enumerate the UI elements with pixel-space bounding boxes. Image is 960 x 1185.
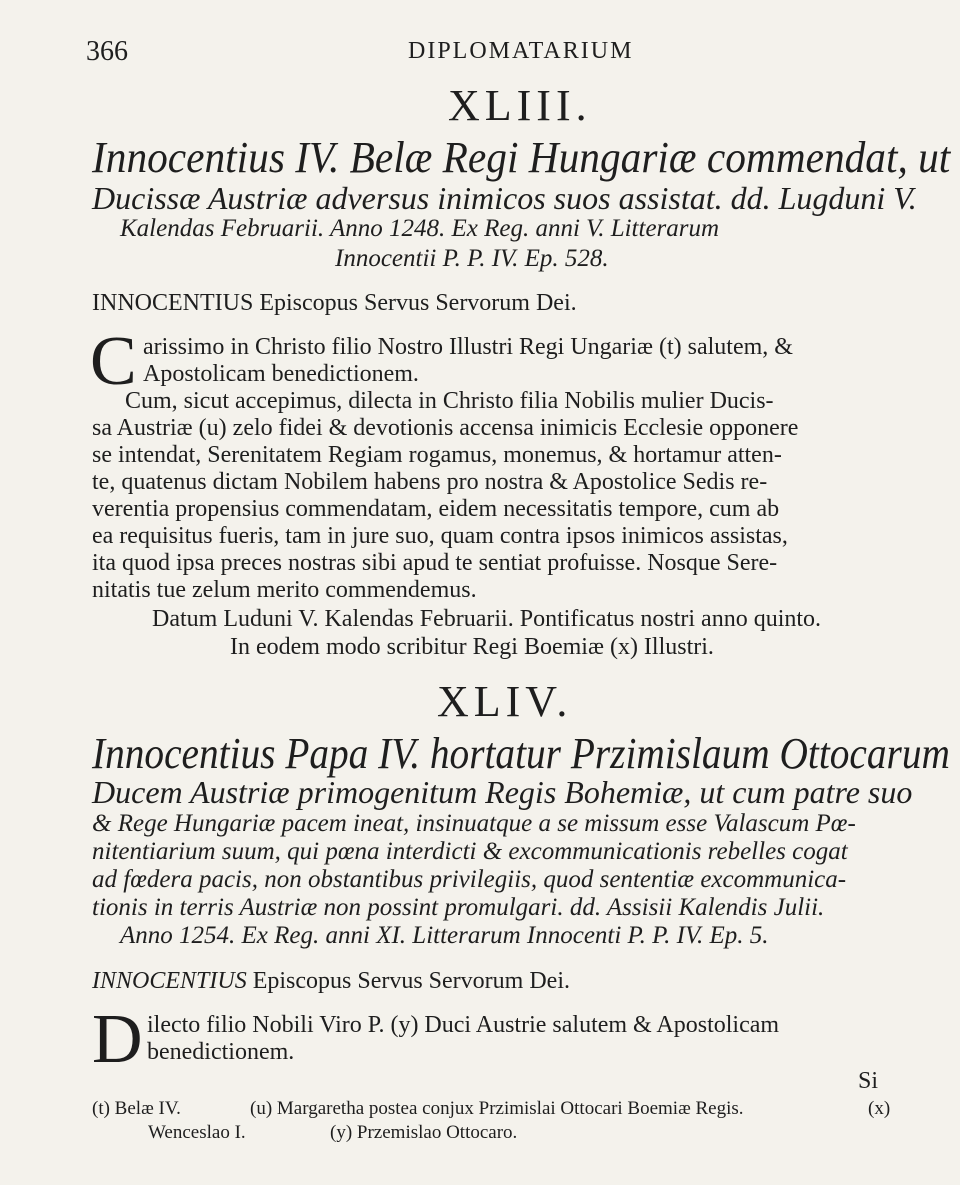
footnote-x-marker: (x): [868, 1098, 891, 1119]
dating-clause: Datum Luduni V. Kalendas Februarii. Pontificatus nostri anno quinto.: [152, 606, 822, 632]
text-line: arissimo in Christo filio Nostro Illustri Regi Ungariæ (t) salutem, &: [143, 334, 793, 360]
document-numeral: XLIV.: [437, 677, 573, 726]
doc-title-line: Ducissæ Austriæ adversus inimicos suos assistat. dd. Lugduni V.: [92, 180, 917, 216]
text-line: verentia propensius commendatam, eidem necessitatis tempore, cum ab: [92, 496, 780, 522]
doc-title-line: Innocentii P. P. IV. Ep. 528.: [335, 245, 609, 272]
text-line: ea requisitus fueris, tam in jure suo, quam contra ipsos inimicos assistas,: [92, 523, 788, 549]
text-line: Apostolicam benedictionem.: [143, 361, 419, 387]
page-number: 366: [86, 36, 128, 67]
doc-title-line: Kalendas Februarii. Anno 1248. Ex Reg. anni V. Litterarum: [120, 215, 720, 242]
doc-title-line: tionis in terris Austriæ non possint promulgari. dd. Assisii Kalendis Julii.: [92, 894, 825, 921]
footnote-x: Wenceslao I.: [148, 1122, 246, 1143]
doc-title-line: nitentiarium suum, qui pœna interdicti & excommunicationis rebelles cogat: [92, 838, 848, 865]
text-line: ilecto filio Nobili Viro P. (y) Duci Austrie salutem & Apostolicam: [147, 1012, 780, 1038]
running-head: DIPLOMATARIUM: [408, 38, 634, 64]
intitulatio-rest: Episcopus Servus Servorum Dei.: [252, 968, 570, 994]
catchword: Si: [858, 1068, 879, 1094]
footnote-t: (t) Belæ IV.: [92, 1098, 181, 1119]
drop-capital: D: [92, 1001, 143, 1078]
document-numeral: XLIII.: [448, 81, 592, 130]
text-line: benedictionem.: [147, 1039, 295, 1065]
drop-capital: C: [90, 323, 137, 400]
text-line: ita quod ipsa preces nostras sibi apud te sentiat profuisse. Nosque Sere-: [92, 550, 778, 576]
doc-title-line: Anno 1254. Ex Reg. anni XI. Litterarum Innocenti P. P. IV. Ep. 5.: [120, 922, 769, 949]
text-line: In eodem modo scribitur Regi Boemiæ (x) Illustri.: [230, 634, 714, 660]
text-line: nitatis tue zelum merito commendemus.: [92, 577, 477, 603]
doc-title-line: Innocentius IV. Belæ Regi Hungariæ commendat, ut: [92, 133, 951, 182]
footnote-u: (u) Margaretha postea conjux Przimislai Ottocari Boemiæ Regis.: [250, 1098, 744, 1119]
doc-title-line: Ducem Austriæ primogenitum Regis Bohemiæ, ut cum patre suo: [92, 774, 913, 810]
doc-title-line: Innocentius Papa IV. hortatur Przimislaum Ottocarum: [92, 729, 950, 778]
doc-title-line: ad fœdera pacis, non obstantibus privilegiis, quod sententiæ excommunica-: [92, 866, 847, 893]
text-line: sa Austriæ (u) zelo fidei & devotionis accensa inimicis Ecclesie opponere: [92, 415, 799, 441]
text-line: se intendat, Serenitatem Regiam rogamus, monemus, & hortamur atten-: [92, 442, 782, 468]
text-line: te, quatenus dictam Nobilem habens pro nostra & Apostolice Sedis re-: [92, 469, 768, 495]
text-line: Cum, sicut accepimus, dilecta in Christo filia Nobilis mulier Ducis-: [125, 388, 774, 414]
doc-title-line: & Rege Hungariæ pacem ineat, insinuatque a se missum esse Valascum Pœ-: [92, 810, 856, 837]
intitulatio-name: INNOCENTIUS: [92, 968, 247, 994]
intitulatio: INNOCENTIUS Episcopus Servus Servorum Dei.: [92, 290, 577, 316]
footnote-y: (y) Przemislao Ottocaro.: [330, 1122, 518, 1143]
